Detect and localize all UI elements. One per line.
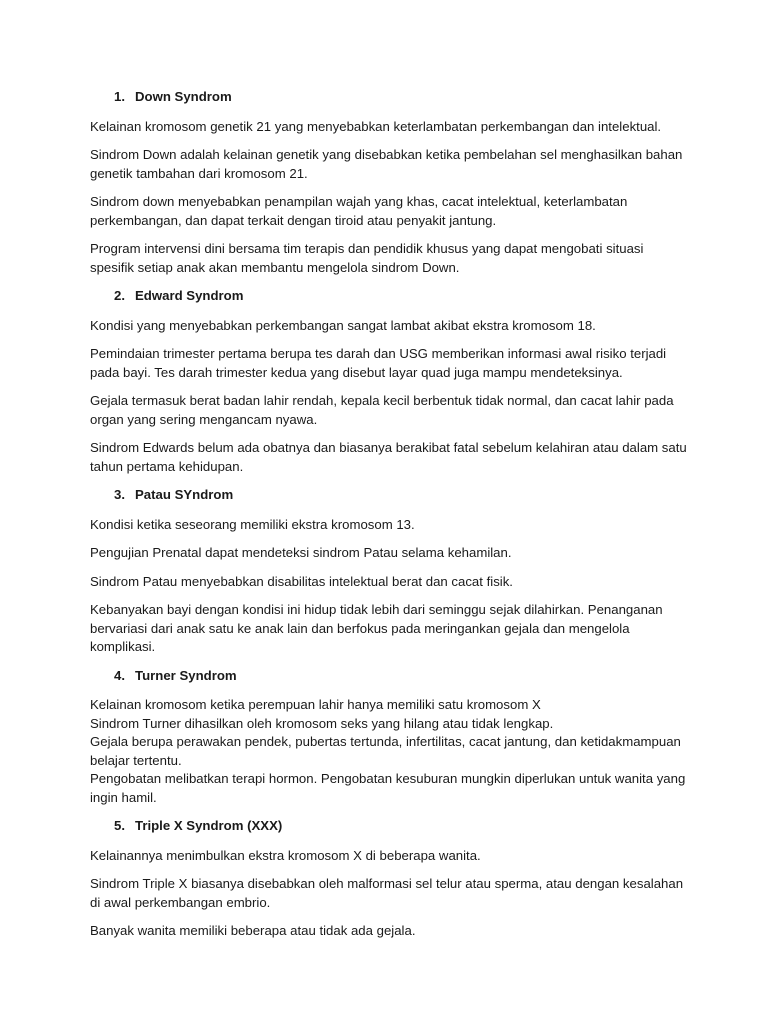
paragraph: Sindrom Triple X biasanya disebabkan oleh malformasi sel telur atau sperma, atau dengan kesalahan di awal perkembangan embrio. [90,876,684,910]
paragraph: Gejala termasuk berat badan lahir rendah, kepala kecil berbentuk tidak normal, dan cacat lahir pada organ yang sering mengancam nyawa. [90,393,674,427]
section-heading-edward-syndrom [90,287,690,306]
paragraph-line: Gejala berupa perawakan pendek, pubertas tertunda, infertilitas, cacat jantung, dan ketidakmampuan belajar tertentu. [90,734,681,768]
section-number: 5. [114,818,125,833]
paragraph: Sindrom Patau menyebabkan disabilitas intelektual berat dan cacat fisik. [90,573,513,589]
paragraph: Kelainannya menimbulkan ekstra kromosom X di beberapa wanita. [90,847,481,863]
section-title: Edward Syndrom [135,288,244,303]
paragraph-line: Pengobatan melibatkan terapi hormon. Pengobatan kesuburan mungkin diperlukan untuk wanita yang ingin hamil. [90,771,686,805]
section-title: Turner Syndrom [135,667,237,683]
section-number: 3. [114,487,125,502]
section-title: Down Syndrom [135,89,232,104]
paragraph: Sindrom down menyebabkan penampilan wajah yang khas, cacat intelektual, keterlambatan perkembangan, dan dapat terkait dengan tiroid atau penyakit jantung. [90,194,628,228]
paragraph: Sindrom Down adalah kelainan genetik yang disebabkan ketika pembelahan sel menghasilkan bahan genetik tambahan dari kromosom 21. [90,147,683,181]
section-title: Patau SYndrom [135,487,234,502]
paragraph: Pengujian Prenatal dapat mendeteksi sindrom Patau selama kehamilan. [90,545,512,560]
section-number: 2. [114,288,125,303]
paragraph: Kondisi yang menyebabkan perkembangan sangat lambat akibat ekstra kromosom 18. [90,317,596,333]
paragraph: Pemindaian trimester pertama berupa tes darah dan USG memberikan informasi awal risiko terjadi pada bayi. Tes darah trimester kedua yang disebut layar quad juga mampu mendeteksinya. [90,346,667,380]
turner-paragraph-block [90,696,690,807]
paragraph: Program intervensi dini bersama tim terapis dan pendidik khusus yang dapat mengobati situasi spesifik setiap anak akan membantu mengelola sindrom Down. [90,241,644,275]
paragraph-line: Sindrom Turner dihasilkan oleh kromosom seks yang hilang atau tidak lengkap. [90,715,554,731]
paragraph: Sindrom Edwards belum ada obatnya dan biasanya berakibat fatal sebelum kelahiran atau dalam satu tahun pertama kehidupan. [90,440,687,474]
section-heading-triple-x-syndrom [90,817,690,836]
section-title: Triple X Syndrom (XXX) [135,818,283,833]
paragraph: Kondisi ketika seseorang memiliki ekstra kromosom 13. [90,516,415,532]
document-page [90,88,690,951]
paragraph: Banyak wanita memiliki beberapa atau tidak ada gejala. [90,923,416,938]
section-heading-down-syndrom [90,88,690,107]
paragraph: Kebanyakan bayi dengan kondisi ini hidup tidak lebih dari seminggu sejak dilahirkan. Penanganan bervariasi dari anak satu ke anak lain dan berfokus pada meringankan gejala dan mengelola komplikasi. [90,602,663,654]
paragraph: Kelainan kromosom genetik 21 yang menyebabkan keterlambatan perkembangan dan intelektual. [90,118,662,134]
section-number: 4. [114,667,125,683]
section-heading-patau-syndrom [90,486,690,505]
section-heading-turner-syndrom [90,667,690,686]
section-number: 1. [114,89,125,104]
paragraph-line: Kelainan kromosom ketika perempuan lahir hanya memiliki satu kromosom X [90,697,541,712]
